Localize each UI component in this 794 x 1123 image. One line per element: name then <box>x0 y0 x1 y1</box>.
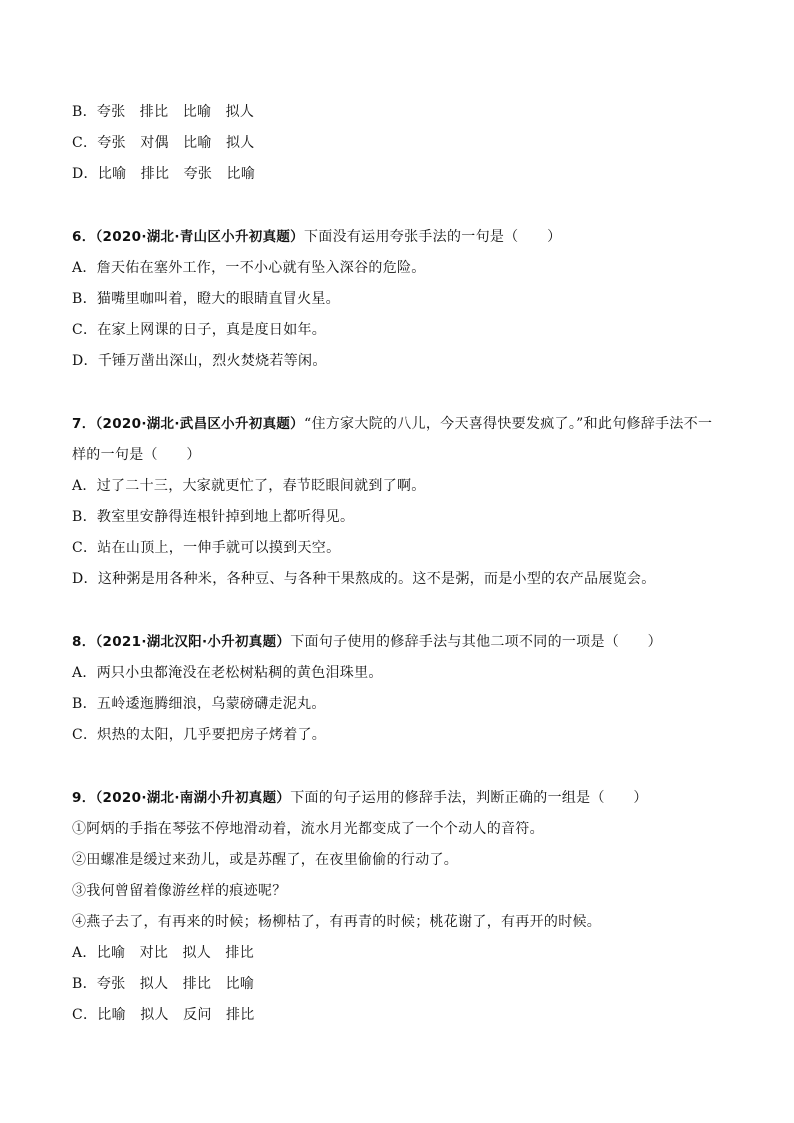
option-c: C．站在山顶上，一伸手就可以摸到天空。 <box>72 540 341 556</box>
question-7-stem-cont: 样的一句是（ ） <box>72 447 201 463</box>
question-7-stem <box>72 415 712 433</box>
option-a: A．两只小虫都淹没在老松树粘稠的黄色泪珠里。 <box>72 665 383 681</box>
option-c: C．夸张 对偶 比喻 拟人 <box>72 135 255 151</box>
option-c: C．在家上网课的日子，真是度日如年。 <box>72 322 327 338</box>
question-number: 7． <box>72 416 96 432</box>
option-d: D．千锤万凿出深山，烈火焚烧若等闲。 <box>72 353 327 369</box>
question-9-stem <box>72 789 648 807</box>
option-a: A．过了二十三，大家就更忙了，春节眨眼间就到了啊。 <box>72 478 426 494</box>
question-text: 下面的句子运用的修辞手法，判断正确的一组是（ ） <box>290 790 648 806</box>
option-d: D．这种粥是用各种米，各种豆、与各种干果熬成的。这不是粥，而是小型的农产品展览会。 <box>72 571 656 587</box>
option-b: B．五岭逶迤腾细浪，乌蒙磅礴走泥丸。 <box>72 696 326 712</box>
option-c: C．比喻 拟人 反问 排比 <box>72 1007 255 1023</box>
sentence-4: ④燕子去了，有再来的时候；杨柳枯了，有再青的时候；桃花谢了，有再开的时候。 <box>72 914 602 930</box>
question-number: 6． <box>72 229 96 245</box>
sentence-1: ①阿炳的手指在琴弦不停地滑动着，流水月光都变成了一个个动人的音符。 <box>72 821 544 837</box>
question-source: （2020·湖北·武昌区小升初真题） <box>95 416 304 432</box>
question-source: （2020·湖北·青山区小升初真题） <box>95 229 304 245</box>
option-b: B．夸张 拟人 排比 比喻 <box>72 976 255 992</box>
question-number: 9． <box>72 790 96 806</box>
question-text: 下面没有运用夸张手法的一句是（ ） <box>303 229 562 245</box>
option-a: A．詹天佑在塞外工作，一不小心就有坠入深谷的危险。 <box>72 260 426 276</box>
question-source: （2020·湖北·南湖小升初真题） <box>95 790 291 806</box>
option-b: B．教室里安静得连根针掉到地上都听得见。 <box>72 509 355 525</box>
question-number: 8． <box>72 634 96 650</box>
option-d: D．比喻 排比 夸张 比喻 <box>72 166 256 182</box>
option-c: C．炽热的太阳，几乎要把房子烤着了。 <box>72 727 327 743</box>
question-text: 下面句子使用的修辞手法与其他二项不同的一项是（ ） <box>290 634 662 650</box>
question-text: “住方家大院的八儿，今天喜得快要发疯了。”和此句修辞手法不一 <box>303 416 713 432</box>
option-b: B．夸张 排比 比喻 拟人 <box>72 104 255 120</box>
sentence-2: ②田螺准是缓过来劲儿，或是苏醒了，在夜里偷偷的行动了。 <box>72 852 459 868</box>
question-6-stem <box>72 228 561 246</box>
option-b: B．猫嘴里咖叫着，瞪大的眼睛直冒火星。 <box>72 291 340 307</box>
question-source: （2021·湖北汉阳·小升初真题） <box>95 634 291 650</box>
option-a: A．比喻 对比 拟人 排比 <box>72 945 255 961</box>
question-8-stem <box>72 633 662 651</box>
sentence-3: ③我何曾留着像游丝样的痕迹呢？ <box>72 883 287 899</box>
